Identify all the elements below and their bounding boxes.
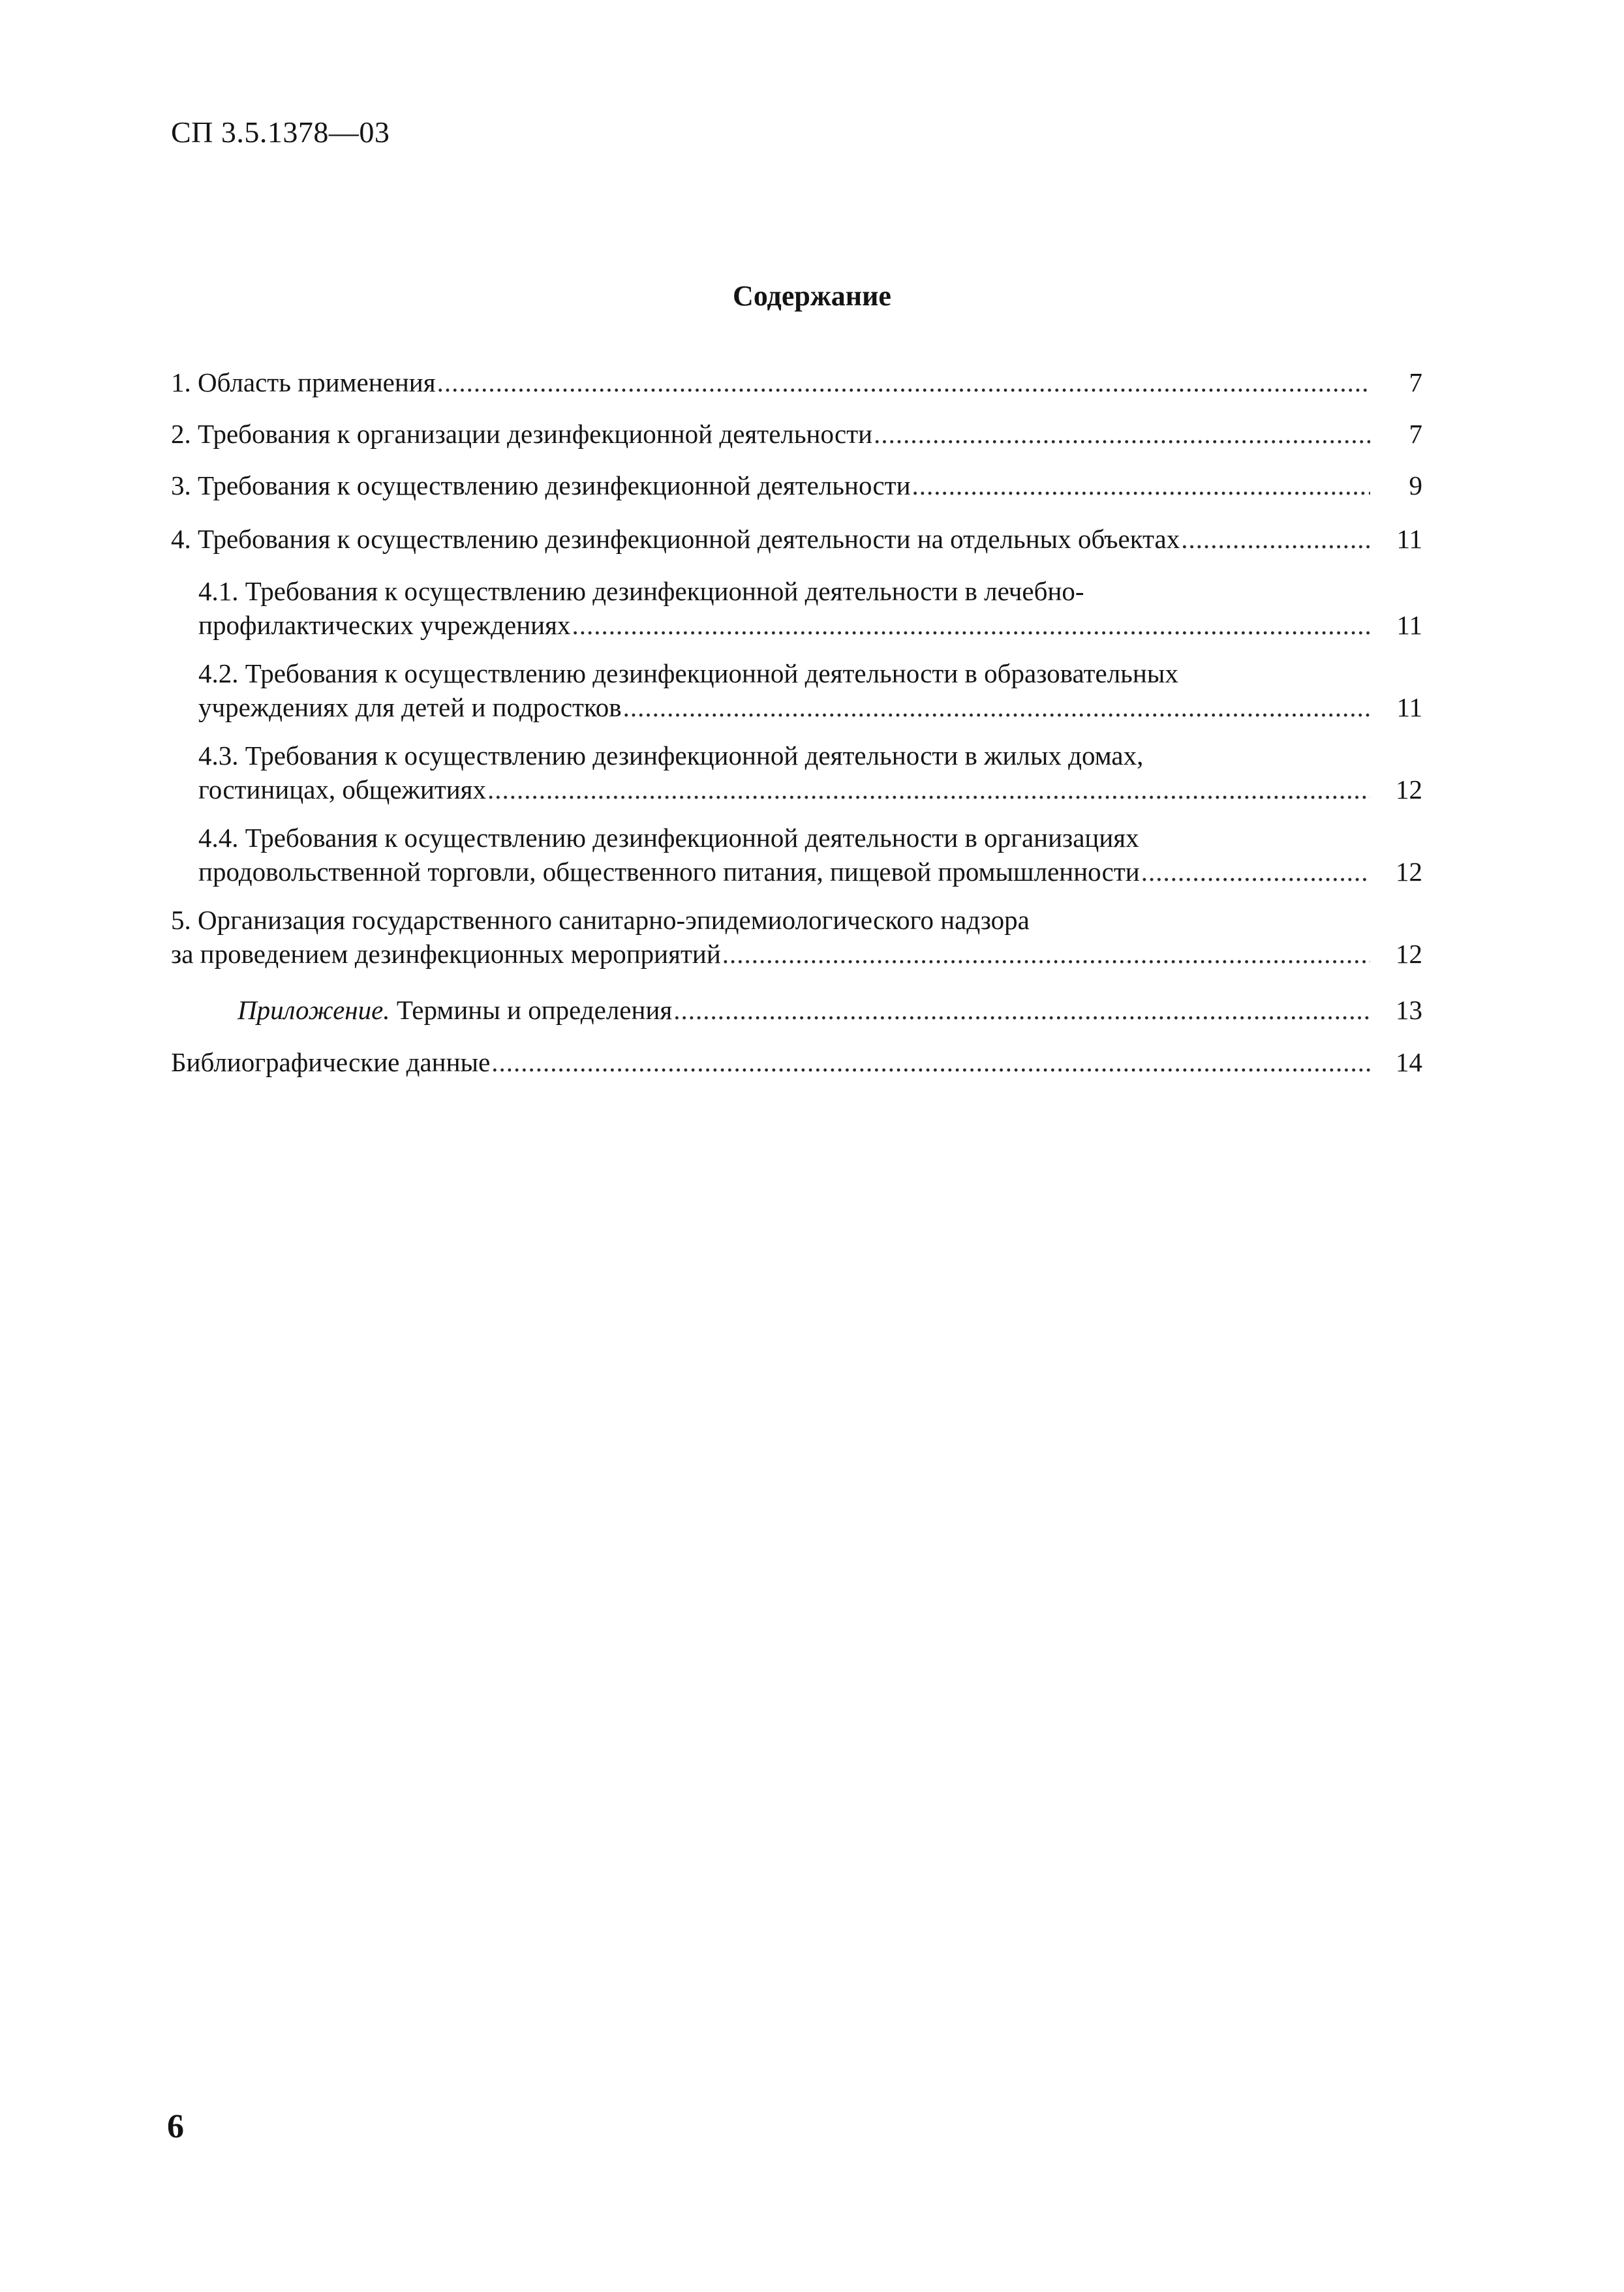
dot-leader <box>874 417 1370 451</box>
dot-leader <box>487 772 1370 806</box>
dot-leader <box>912 468 1370 502</box>
dot-leader <box>722 937 1370 971</box>
toc-entry-page: 11 <box>1396 692 1422 722</box>
toc-entry-page: 7 <box>1409 419 1422 449</box>
toc-entry-text: Термины и определения <box>390 995 673 1025</box>
toc-entry-page: 12 <box>1396 774 1422 804</box>
dot-leader <box>623 690 1370 724</box>
dot-leader <box>572 608 1370 642</box>
toc-entry-page: 14 <box>1396 1047 1422 1077</box>
toc-entry-line1: 4.2. Требования к осуществлению дезинфекционной деятельности в образовательных <box>198 658 1178 688</box>
toc-title: Содержание <box>733 280 891 312</box>
toc-entry-3[interactable] <box>171 468 1422 502</box>
toc-entry-text: 3. Требования к осуществлению дезинфекционной деятельности <box>171 470 911 500</box>
toc-entry-text: Библиографические данные <box>171 1047 491 1077</box>
toc-entry-5[interactable] <box>171 903 1422 971</box>
toc-entry-text: за проведением дезинфекционных мероприятий <box>171 939 721 969</box>
toc-entry-4-2[interactable] <box>198 656 1422 724</box>
dot-leader <box>491 1045 1370 1079</box>
dot-leader <box>673 993 1370 1027</box>
toc-entry-text: профилактических учреждениях <box>198 610 571 640</box>
toc-entry-page: 12 <box>1396 939 1422 969</box>
toc-entry-page: 13 <box>1396 995 1422 1025</box>
toc-entry-appendix[interactable] <box>237 993 1422 1027</box>
dot-leader <box>1141 855 1370 889</box>
document-code: СП 3.5.1378—03 <box>171 115 390 149</box>
toc-entry-page: 7 <box>1409 367 1422 397</box>
toc-entry-text: учреждениях для детей и подростков <box>198 692 622 722</box>
toc-entry-line1: 4.4. Требования к осуществлению дезинфекционной деятельности в организациях <box>198 823 1139 853</box>
toc-entry-page: 12 <box>1396 857 1422 887</box>
toc-entry-4-4[interactable] <box>198 821 1422 889</box>
toc-entry-text: продовольственной торговли, общественного питания, пищевой промышленности <box>198 857 1140 887</box>
appendix-label: Приложение. <box>237 995 390 1025</box>
toc-entry-4-3[interactable] <box>198 739 1422 806</box>
page-number: 6 <box>167 2108 184 2145</box>
toc-entry-text: 4. Требования к осуществлению дезинфекционной деятельности на отдельных объектах <box>171 524 1180 554</box>
toc-entry-line1: 5. Организация государственного санитарно-эпидемиологического надзора <box>171 905 1030 935</box>
toc-entry-4[interactable] <box>171 522 1422 556</box>
toc-entry-text: 2. Требования к организации дезинфекционной деятельности <box>171 419 873 449</box>
dot-leader <box>437 365 1370 399</box>
toc-entry-line1: 4.1. Требования к осуществлению дезинфекционной деятельности в лечебно- <box>198 576 1084 606</box>
toc-entry-2[interactable] <box>171 417 1422 451</box>
toc-entry-page: 11 <box>1396 610 1422 640</box>
dot-leader <box>1181 522 1370 556</box>
toc-entry-4-1[interactable] <box>198 574 1422 642</box>
toc-entry-1[interactable] <box>171 365 1422 399</box>
toc-entry-line1: 4.3. Требования к осуществлению дезинфекционной деятельности в жилых домах, <box>198 741 1144 771</box>
toc-entry-text: гостиницах, общежитиях <box>198 774 487 804</box>
toc-entry-page: 9 <box>1409 470 1422 500</box>
toc-entry-bibliography[interactable] <box>171 1045 1422 1079</box>
toc-entry-page: 11 <box>1396 524 1422 554</box>
toc-entry-text: 1. Область применения <box>171 367 436 397</box>
